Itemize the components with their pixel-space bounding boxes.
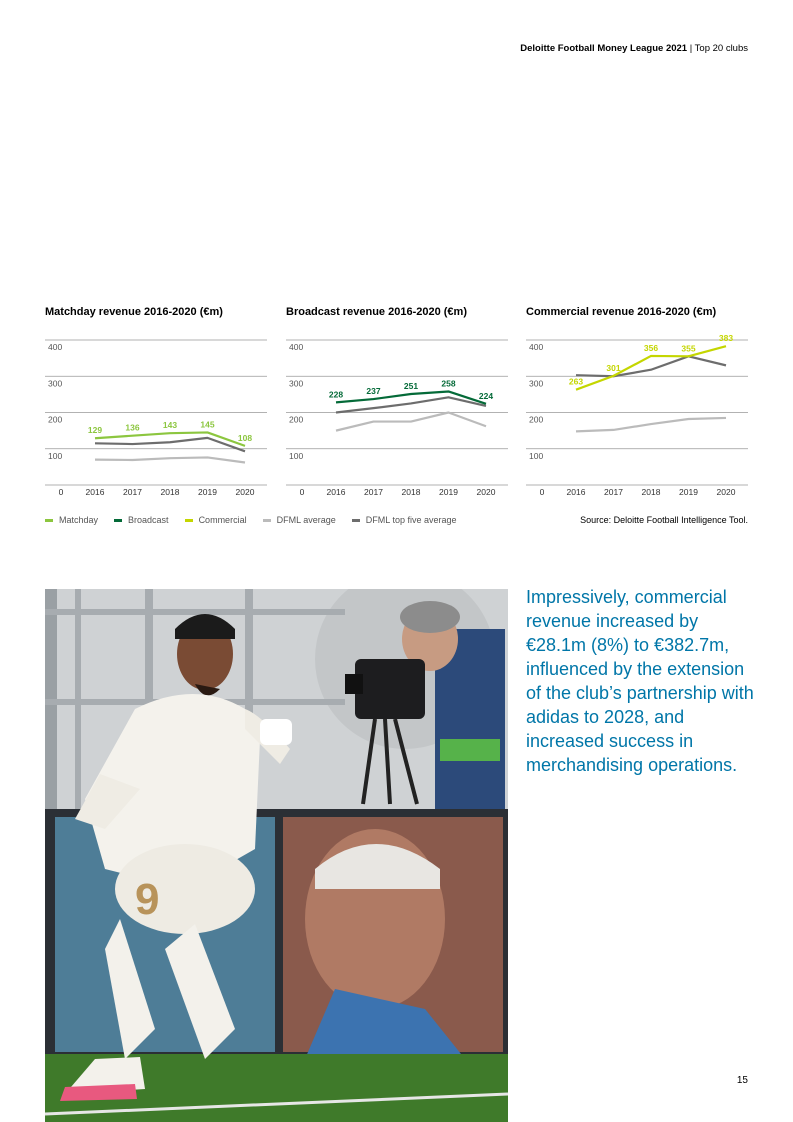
legend-item-dfml-average (263, 515, 336, 525)
data-label: 129 (87, 425, 103, 436)
x-tick-label: 2018 (160, 487, 180, 497)
legend-item-matchday (45, 515, 98, 525)
series-line-dfml_average (95, 457, 245, 462)
y-tick-label: 300 (529, 378, 544, 389)
x-tick-label: 2019 (439, 487, 458, 497)
y-tick-label: 100 (529, 450, 544, 461)
y-tick-label: 300 (289, 378, 304, 389)
y-tick-label: 400 (529, 342, 544, 352)
source-note: Source: Deloitte Football Intelligence Tool. (580, 515, 748, 525)
y-tick-label: 200 (48, 414, 63, 425)
broadcast-chart-svg (286, 330, 508, 500)
y-tick-label: 400 (289, 342, 304, 352)
legend-item-broadcast (114, 515, 169, 525)
legend-label: DFML average (276, 515, 336, 525)
commercial-chart-svg (526, 330, 748, 500)
series-line-dfml_top_five (576, 356, 726, 376)
data-label: 143 (162, 420, 178, 431)
x-tick-label: 2016 (566, 487, 586, 497)
running-header (520, 43, 748, 54)
legend-label: Commercial (198, 515, 247, 525)
matchday-chart (45, 330, 267, 500)
football-player-photo (45, 589, 508, 1122)
legend-item-dfml-top-five (352, 515, 457, 525)
data-label: 228 (328, 389, 344, 400)
legend-label: Broadcast (128, 515, 169, 525)
matchday-chart-title: Matchday revenue 2016-2020 (€m) (45, 306, 223, 318)
data-label: 251 (403, 381, 419, 392)
commercial-chart (526, 330, 748, 500)
x-tick-label: 2019 (679, 487, 698, 497)
x-tick-label: 2017 (123, 487, 142, 497)
page-number: 15 (736, 1075, 748, 1086)
x-tick-label: 2020 (716, 487, 736, 497)
legend-item-commercial (185, 515, 247, 525)
x-origin-label: 0 (299, 487, 305, 497)
legend-swatch (352, 519, 360, 522)
x-tick-label: 2018 (401, 487, 421, 497)
x-tick-label: 2017 (604, 487, 623, 497)
legend-swatch (114, 519, 122, 522)
y-tick-label: 200 (529, 414, 544, 425)
y-tick-label: 300 (48, 378, 63, 389)
data-label: 301 (606, 362, 621, 373)
series-line-broadcast (336, 391, 486, 403)
y-tick-label: 100 (289, 450, 304, 461)
legend-swatch (263, 519, 271, 522)
series-line-dfml_average (336, 413, 486, 431)
x-tick-label: 2017 (364, 487, 383, 497)
broadcast-chart (286, 330, 508, 500)
header-title: Deloitte Football Money League 2021 (520, 43, 688, 54)
commercial-chart-title: Commercial revenue 2016-2020 (€m) (526, 306, 717, 318)
y-tick-label: 200 (289, 414, 304, 425)
photo-illustration (45, 589, 508, 1122)
data-label: 224 (478, 390, 494, 401)
x-tick-label: 2016 (85, 487, 105, 497)
broadcast-chart-title: Broadcast revenue 2016-2020 (€m) (286, 306, 467, 318)
pull-quote: Impressively, commercial revenue increased by €28.1m (8%) to €382.7m, influenced by the extension of the club’s partnership with adidas to 2028, and increased success in merchandising operations. (526, 587, 754, 775)
data-label: 108 (237, 432, 253, 443)
header-section: Top 20 clubs (694, 43, 748, 54)
x-tick-label: 2016 (326, 487, 346, 497)
legend-label: DFML top five average (365, 515, 457, 525)
matchday-chart-svg (45, 330, 267, 500)
data-label: 136 (125, 422, 140, 433)
legend-label: Matchday (59, 515, 99, 525)
x-tick-label: 2020 (476, 487, 496, 497)
y-tick-label: 100 (48, 450, 63, 461)
legend-swatch (185, 519, 193, 522)
x-origin-label: 0 (539, 487, 545, 497)
y-tick-label: 400 (48, 342, 63, 352)
data-label: 355 (681, 343, 696, 354)
legend-swatch (45, 519, 53, 522)
data-label: 258 (441, 378, 456, 389)
data-label: 383 (718, 333, 734, 344)
x-tick-label: 2019 (198, 487, 217, 497)
series-line-dfml_average (576, 418, 726, 431)
series-line-dfml_top_five (95, 438, 245, 451)
data-label: 356 (643, 342, 659, 353)
header-separator: | (689, 43, 693, 54)
chart-legend (45, 515, 473, 525)
data-label: 263 (568, 376, 584, 387)
data-label: 145 (200, 419, 215, 430)
x-origin-label: 0 (58, 487, 64, 497)
svg-text:9: 9 (135, 875, 160, 924)
data-label: 237 (366, 386, 381, 397)
x-tick-label: 2020 (235, 487, 255, 497)
x-tick-label: 2018 (641, 487, 661, 497)
